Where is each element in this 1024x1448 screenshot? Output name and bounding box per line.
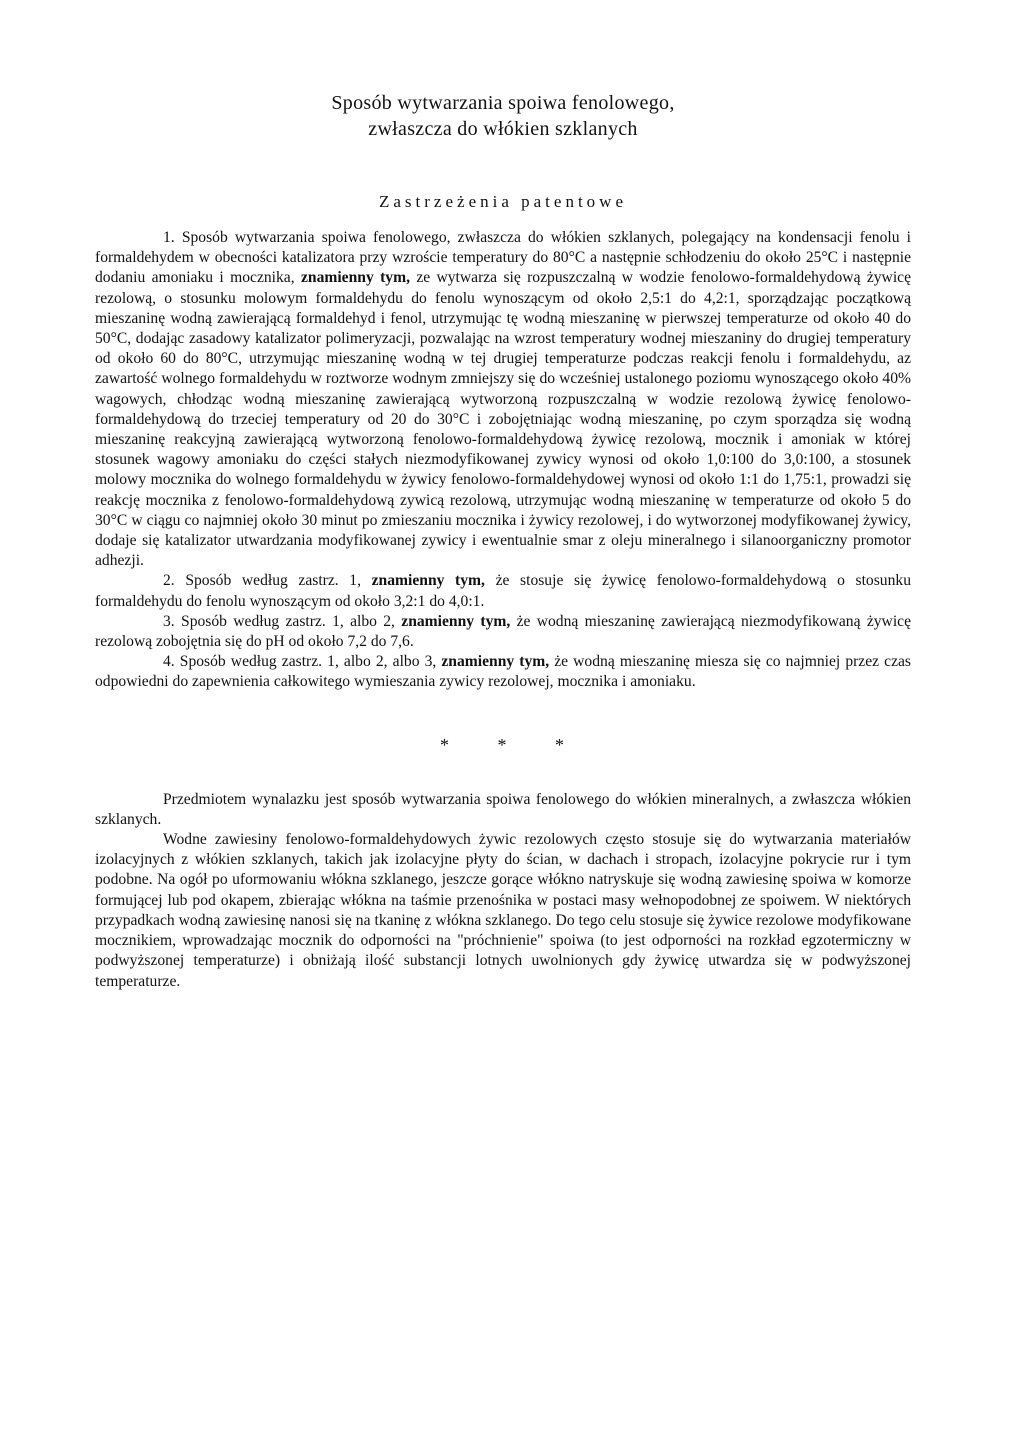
claim-2: 2. Sposób według zastrz. 1, znamienny tym, że stosuje się żywicę fenolowo-formaldehydową o stosunku formaldehydu do fenolu wynoszącym od około 3,2:1 do 4,0:1.	[95, 572, 911, 610]
title-line-2: zwłaszcza do włókien szklanych	[368, 118, 638, 140]
section-separator: * * *	[440, 734, 586, 755]
claim-1: 1. Sposób wytwarzania spoiwa fenolowego, zwłaszcza do włókien szklanych, polegający na kondensacji fenolu i formaldehydem w obecności katalizatora przy wzroście temperatury do 80°C a następnie schłodzeniu do około 25°C i następnie dodaniu amoniaku i mocznika, znamienny tym, ze wytwarza się rozpuszczalną w wodzie fenolowo-formaldehydową żywicę rezolową, o stosunku molowym formaldehydu do fenolu wynoszącym od około 2,5:1 do 4,2:1, sporządzając początkową mieszaninę wodną zawierającą formaldehyd i fenol, utrzymując tę wodną mieszaninę w pierwszej temperaturze od około 40 do 50°C, dodając zasadowy katalizator polimeryzacji, pozwalając na wzrost temperatury wodnej mieszaniny do drugiej temperatury od około 60 do 80°C, utrzymując mieszaninę wodną w tej drugiej temperaturze podczas reakcji fenolu i formaldehydu, az zawartość wolnego formaldehydu w roztworze wodnym zmniejszy się do wcześniej ustalonego poziomu wynoszącego około 40% wagowych, chłodząc wodną mieszaninę zawierającą wytworzoną rozpuszczalną w wodzie rezolową żywicę fenolowo-formaldehydową do trzeciej temperatury od 20 do 30°C i zobojętniając wodną mieszaninę, po czym sporządza się wodną mieszaninę reakcyjną zawierającą wytworzoną fenolowo-formaldehydową żywicę rezolową, mocznik i amoniak w której stosunek wagowy amoniaku do części stałych niezmodyfikowanej zywicy wynosi od około 1,0:100 do 3,0:100, a stosunek molowy mocznika do wolnego formaldehydu w żywicy fenolowo-formaldehydowej wynosi od około 1:1 do 1,75:1, prowadzi się reakcję mocznika z fenolowo-formaldehydową zywicą rezolową, utrzymując wodną mieszaninę w temperaturze od około 5 do 30°C w ciągu co najmniej około 30 minut po zmieszaniu mocznika i żywicy rezolowej, i do wytworzonej modyfikowanej żywicy, dodaje się katalizator utwardzania modyfikowanej zywicy i ewentualnie smar z oleju mineralnego i silanoorganiczny promotor adhezji.	[95, 229, 911, 570]
claim-3: 3. Sposób według zastrz. 1, albo 2, znamienny tym, że wodną mieszaninę zawierającą niezmodyfikowaną żywicę rezolową zobojętnia się do pH od około 7,2 do 7,6.	[95, 612, 911, 651]
claim-4: 4. Sposób według zastrz. 1, albo 2, albo 3, znamienny tym, że wodną mieszaninę miesza się co najmniej przez czas odpowiedni do zapewnienia całkowitego wymieszania zywicy rezolowej, mocznika i amoniaku.	[95, 653, 911, 691]
description-paragraph-2: Wodne zawiesiny fenolowo-formaldehydowych żywic rezolowych często stosuje się do wytwarzania materiałów izolacyjnych z włókien szklanych, takich jak izolacyjne płyty do ścian, w dachach i stropach, izolacyjne pokrycie rur i tym podobne. Na ogół po uformowaniu włókna szklanego, jeszcze gorące włókno natryskuje się wodną zawiesinę spoiwa w komorze formującej lub pod okapem, zbierając włókna na taśmie przenośnika w postaci masy wełnopodobnej ze spoiwem. W niektórych przypadkach wodną zawiesinę nanosi się na tkaninę z włókna szklanego. Do tego celu stosuje się żywice rezolowe modyfikowane mocznikiem, wprowadzając mocznik do odporności na "próchnienie" spoiwa (to jest odporności na rozkład egzotermiczny w podwyższonej temperaturze) i obniżają ilość substancji lotnych uwolnionych gdy żywicę utwardza się w podwyższonej temperaturze.	[95, 831, 911, 990]
title-line-1: Sposób wytwarzania spoiwa fenolowego,	[331, 92, 675, 114]
section-heading-claims: Zastrzeżenia patentowe	[379, 192, 627, 211]
description-paragraph-1: Przedmiotem wynalazku jest sposób wytwarzania spoiwa fenolowego do włókien mineralnych, a zwłaszcza włókien szklanych.	[95, 790, 911, 828]
document-page	[95, 0, 911, 992]
document-title	[95, 90, 911, 142]
claims-list	[95, 228, 911, 693]
description-section	[95, 790, 911, 992]
